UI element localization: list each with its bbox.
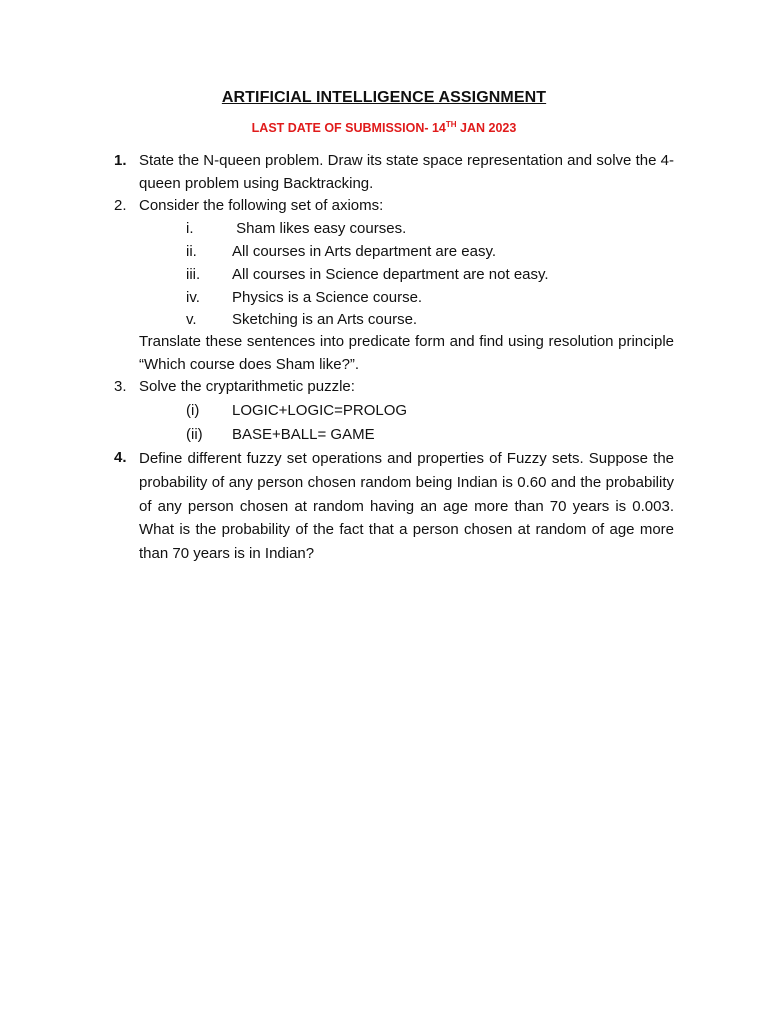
question-text: Consider the following set of axioms: — [139, 197, 384, 214]
question-1 — [114, 150, 674, 195]
question-3 — [114, 376, 674, 399]
question-text: Define different fuzzy set operations and properties of Fuzzy sets. Suppose the probability of any person chosen random being Indian is 0.60 and the probability of any person chosen at random having an age more than 70 years is 0.003. What is the probability of the fact that a person chosen at random of age more than 70 years is in Indian? — [139, 450, 674, 563]
deadline-prefix: LAST DATE OF SUBMISSION- 14 — [251, 121, 446, 135]
axiom-item — [186, 241, 496, 264]
axiom-item — [186, 264, 549, 287]
question-2 — [114, 195, 674, 218]
question-number: 1. — [114, 152, 127, 169]
item-marker: v. — [186, 311, 197, 328]
item-marker: ii. — [186, 243, 197, 260]
item-marker: iv. — [186, 289, 200, 306]
item-marker: iii. — [186, 266, 201, 283]
item-marker: (ii) — [186, 426, 203, 443]
item-text: All courses in Science department are not easy. — [232, 266, 549, 283]
question-number: 2. — [114, 197, 127, 214]
axiom-item — [186, 218, 406, 241]
deadline-superscript: TH — [445, 120, 457, 129]
item-text: LOGIC+LOGIC=PROLOG — [232, 402, 408, 419]
question-number: 3. — [114, 378, 127, 395]
item-text: All courses in Arts department are easy. — [232, 243, 497, 260]
question-4 — [114, 447, 674, 566]
question-text: Solve the cryptarithmetic puzzle: — [139, 378, 355, 395]
item-text: Sketching is an Arts course. — [232, 311, 418, 328]
item-marker: (i) — [186, 402, 200, 419]
item-text: Physics is a Science course. — [232, 289, 423, 306]
deadline-suffix: JAN 2023 — [456, 121, 517, 135]
puzzle-item — [186, 424, 375, 447]
question-number: 4. — [114, 449, 127, 466]
item-text: BASE+BALL= GAME — [232, 426, 375, 443]
submission-deadline — [0, 121, 768, 135]
document-title: ARTIFICIAL INTELLIGENCE ASSIGNMENT — [221, 89, 547, 106]
axiom-item — [186, 309, 417, 332]
puzzle-item — [186, 400, 407, 423]
question-2-followup: Translate these sentences into predicate form and find using resolution principle “Which course does Sham like?”. — [139, 333, 674, 373]
item-text: Sham likes easy courses. — [232, 220, 407, 237]
question-text: State the N-queen problem. Draw its state space representation and solve the 4-queen problem using Backtracking. — [139, 152, 674, 192]
axiom-item — [186, 287, 422, 310]
item-marker: i. — [186, 220, 194, 237]
